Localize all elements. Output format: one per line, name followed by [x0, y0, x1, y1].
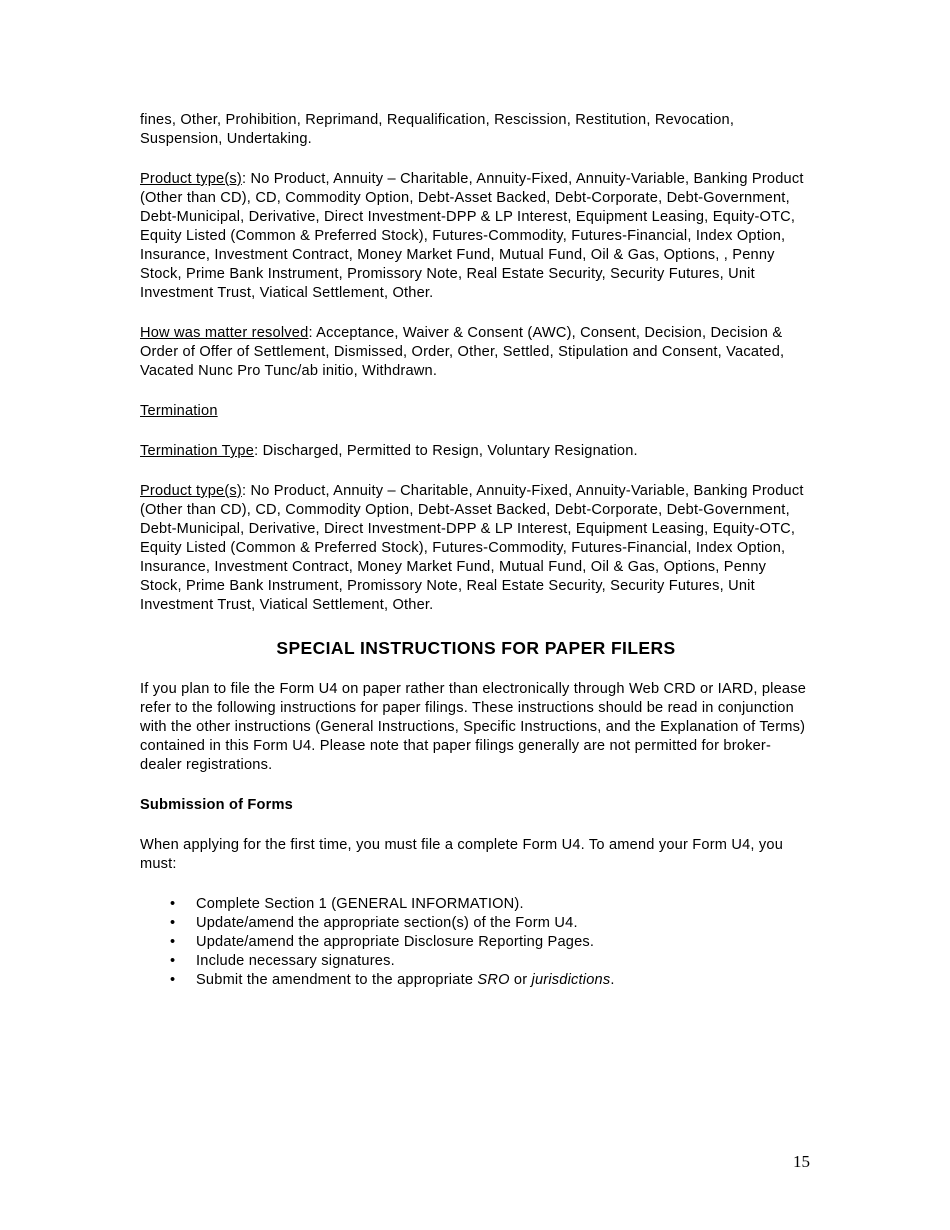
bullet-icon: •: [170, 915, 176, 931]
page-number: 15: [793, 1152, 810, 1171]
special-instructions-heading: SPECIAL INSTRUCTIONS FOR PAPER FILERS: [276, 638, 676, 658]
list-item: [140, 895, 812, 914]
bullet-icon: •: [170, 953, 176, 969]
list-item-text: Update/amend the appropriate Disclosure Reporting Pages.: [196, 934, 595, 950]
list-item: [140, 971, 812, 990]
jurisdictions-term: jurisdictions: [531, 972, 611, 988]
special-instructions-paragraph: If you plan to file the Form U4 on paper rather than electronically through Web CRD or IARD, please refer to the following instructions for paper filings. These instructions should be read in conjunction with the other instructions (General Instructions, Specific Instructions, and the Explanation of Terms) contained in this Form U4. Please note that paper filings generally are not permitted for broker-dealer registrations.: [140, 681, 807, 773]
list-item-text: Update/amend the appropriate section(s) of the Form U4.: [196, 915, 578, 931]
termination-type-label: Termination Type: [140, 443, 255, 459]
bullet-icon: •: [170, 934, 176, 950]
list-item-text: Submit the amendment to the appropriate: [196, 972, 478, 988]
list-item: [140, 914, 812, 933]
list-item: [140, 952, 812, 971]
list-item: [140, 933, 812, 952]
amendment-steps-list: [140, 895, 812, 990]
sro-term: SRO: [477, 972, 510, 988]
product-types-text-2: : No Product, Annuity – Charitable, Annuity-Fixed, Annuity-Variable, Banking Product (Other than CD), CD, Commodity Option, Debt-Asset Backed, Debt-Corporate, Debt-Government, Debt-Municipal, Derivative, Direct Investment-DPP & LP Interest, Equipment Leasing, Equity-OTC, Equity Listed (Common & Preferred Stock), Futures-Commodity, Futures-Financial, Index Option, Insurance, Investment Contract, Money Market Fund, Mutual Fund, Oil & Gas, Options, Penny Stock, Prime Bank Instrument, Promissory Note, Real Estate Security, Security Futures, Unit Investment Trust, Viatical Settlement, Other.: [140, 483, 804, 613]
list-item-text: Include necessary signatures.: [196, 953, 395, 969]
list-item-text: or: [509, 972, 532, 988]
list-item-text: .: [610, 972, 615, 988]
bullet-icon: •: [170, 972, 176, 988]
list-item-text: Complete Section 1 (GENERAL INFORMATION).: [196, 896, 524, 912]
termination-type-text: : Discharged, Permitted to Resign, Voluntary Resignation.: [254, 443, 638, 459]
submission-heading: Submission of Forms: [140, 797, 293, 813]
product-types-label-1: Product type(s): [140, 171, 242, 187]
termination-type-paragraph: [140, 442, 812, 461]
product-types-label-2: Product type(s): [140, 483, 242, 499]
how-resolved-paragraph: [140, 324, 812, 381]
termination-heading-text: Termination: [140, 403, 218, 419]
how-resolved-label: How was matter resolved: [140, 325, 309, 341]
document-page: [140, 111, 812, 990]
termination-heading: [140, 402, 812, 421]
continued-paragraph: fines, Other, Prohibition, Reprimand, Requalification, Rescission, Restitution, Revocation, Suspension, Undertaking.: [140, 112, 735, 147]
how-resolved-text: : Acceptance, Waiver & Consent (AWC), Consent, Decision, Decision & Order of Offer of Settlement, Dismissed, Order, Other, Settled, Stipulation and Consent, Vacated, Vacated Nunc Pro Tunc/ab initio, Withdrawn.: [140, 325, 785, 379]
product-types-text-1: : No Product, Annuity – Charitable, Annuity-Fixed, Annuity-Variable, Banking Product (Other than CD), CD, Commodity Option, Debt-Asset Backed, Debt-Corporate, Debt-Government, Debt-Municipal, Derivative, Direct Investment-DPP & LP Interest, Equipment Leasing, Equity-OTC, Equity Listed (Common & Preferred Stock), Futures-Commodity, Futures-Financial, Index Option, Insurance, Investment Contract, Money Market Fund, Mutual Fund, Oil & Gas, Options, , Penny Stock, Prime Bank Instrument, Promissory Note, Real Estate Security, Security Futures, Unit Investment Trust, Viatical Settlement, Other.: [140, 171, 804, 301]
product-types-paragraph-2: [140, 482, 812, 615]
submission-paragraph: When applying for the first time, you must file a complete Form U4. To amend your Form U4, you must:: [140, 837, 784, 872]
product-types-paragraph-1: [140, 170, 812, 303]
bullet-icon: •: [170, 896, 176, 912]
